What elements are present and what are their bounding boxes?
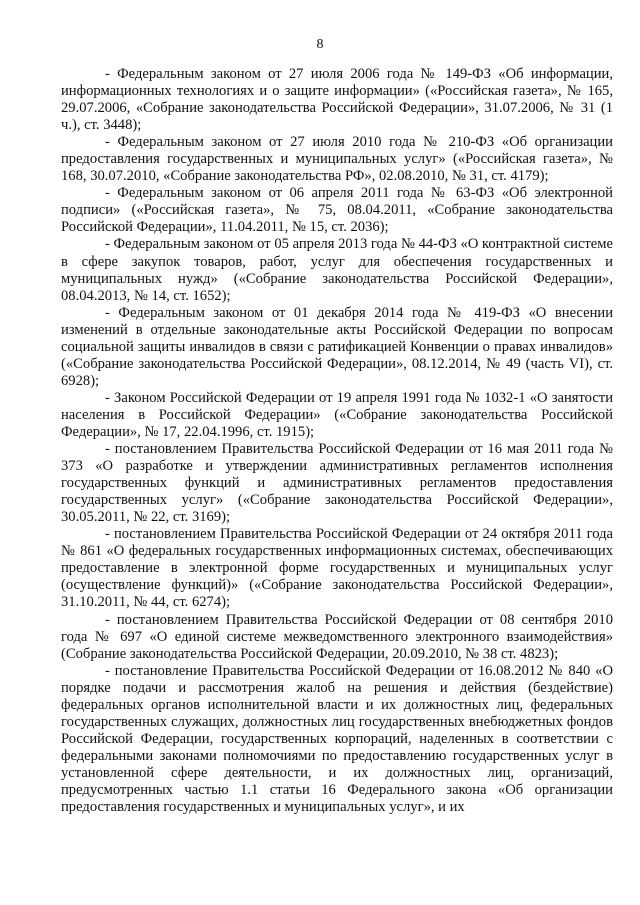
legal-reference-paragraph: - Федеральным законом от 27 июля 2006 года № 149-ФЗ «Об информации, информационных технологиях и о защите информации» («Российская газета», № 165, 29.07.2006, «Собрание законодательства Российской Федерации», 31.07.2006, № 31 (1 ч.), ст. 3448);	[61, 66, 613, 134]
legal-reference-paragraph: - постановление Правительства Российской Федерации от 16.08.2012 № 840 «О порядке подачи и рассмотрения жалоб на решения и действия (бездействие) федеральных органов исполнительной власти и их должностных лиц, федеральных государственных служащих, должностных лиц государственных внебюджетных фондов Российской Федерации, государственных корпораций, наделенных в соответствии с федеральными законами полномочиями по предоставлению государственных услуг в установленной сфере деятельности, и их должностных лиц, организаций, предусмотренных частью 1.1 статьи 16 Федерального закона «Об организации предоставления государственных и муниципальных услуг», и их	[61, 662, 613, 816]
document-body	[61, 66, 613, 816]
legal-reference-paragraph: - постановлением Правительства Российской Федерации от 08 сентября 2010 года № 697 «О единой системе межведомственного электронного взаимодействия» (Собрание законодательства Российской Федерации, 20.09.2010, № 38 ст. 4823);	[61, 611, 613, 662]
legal-reference-paragraph: - Законом Российской Федерации от 19 апреля 1991 года № 1032-1 «О занятости населения в Российской Федерации» («Собрание законодательства Российской Федерации», № 17, 22.04.1996, ст. 1915);	[61, 389, 613, 440]
page-number: 8	[316, 37, 324, 52]
legal-reference-paragraph: - постановлением Правительства Российской Федерации от 16 мая 2011 года № 373 «О разработке и утверждении административных регламентов исполнения государственных функций и административных регламентов предоставления государственных услуг» («Собрание законодательства Российской Федерации», 30.05.2011, № 22, ст. 3169);	[61, 441, 613, 526]
legal-reference-paragraph: - Федеральным законом от 05 апреля 2013 года № 44-ФЗ «О контрактной системе в сфере закупок товаров, работ, услуг для обеспечения государственных и муниципальных нужд» («Собрание законодательства Российской Федерации», 08.04.2013, № 14, ст. 1652);	[61, 236, 613, 304]
legal-reference-paragraph: - Федеральным законом от 06 апреля 2011 года № 63-ФЗ «Об электронной подписи» («Российская газета», № 75, 08.04.2011, «Собрание законодательства Российской Федерации», 11.04.2011, № 15, ст. 2036);	[61, 185, 613, 236]
legal-reference-paragraph: - постановлением Правительства Российской Федерации от 24 октября 2011 года № 861 «О федеральных государственных информационных системах, обеспечивающих предоставление в электронной форме государственных и муниципальных услуг (осуществление функций)» («Собрание законодательства Российской Федерации», 31.10.2011, № 44, ст. 6274);	[61, 526, 613, 611]
legal-reference-paragraph: - Федеральным законом от 01 декабря 2014 года № 419-ФЗ «О внесении изменений в отдельные законодательные акты Российской Федерации по вопросам социальной защиты инвалидов в связи с ратификацией Конвенции о правах инвалидов» («Собрание законодательства Российской Федерации», 08.12.2014, № 49 (часть VI), ст. 6928);	[61, 304, 613, 389]
legal-reference-paragraph: - Федеральным законом от 27 июля 2010 года № 210-ФЗ «Об организации предоставления государственных и муниципальных услуг» («Российская газета», № 168, 30.07.2010, «Собрание законодательства РФ», 02.08.2010, № 31, ст. 4179);	[61, 134, 613, 185]
